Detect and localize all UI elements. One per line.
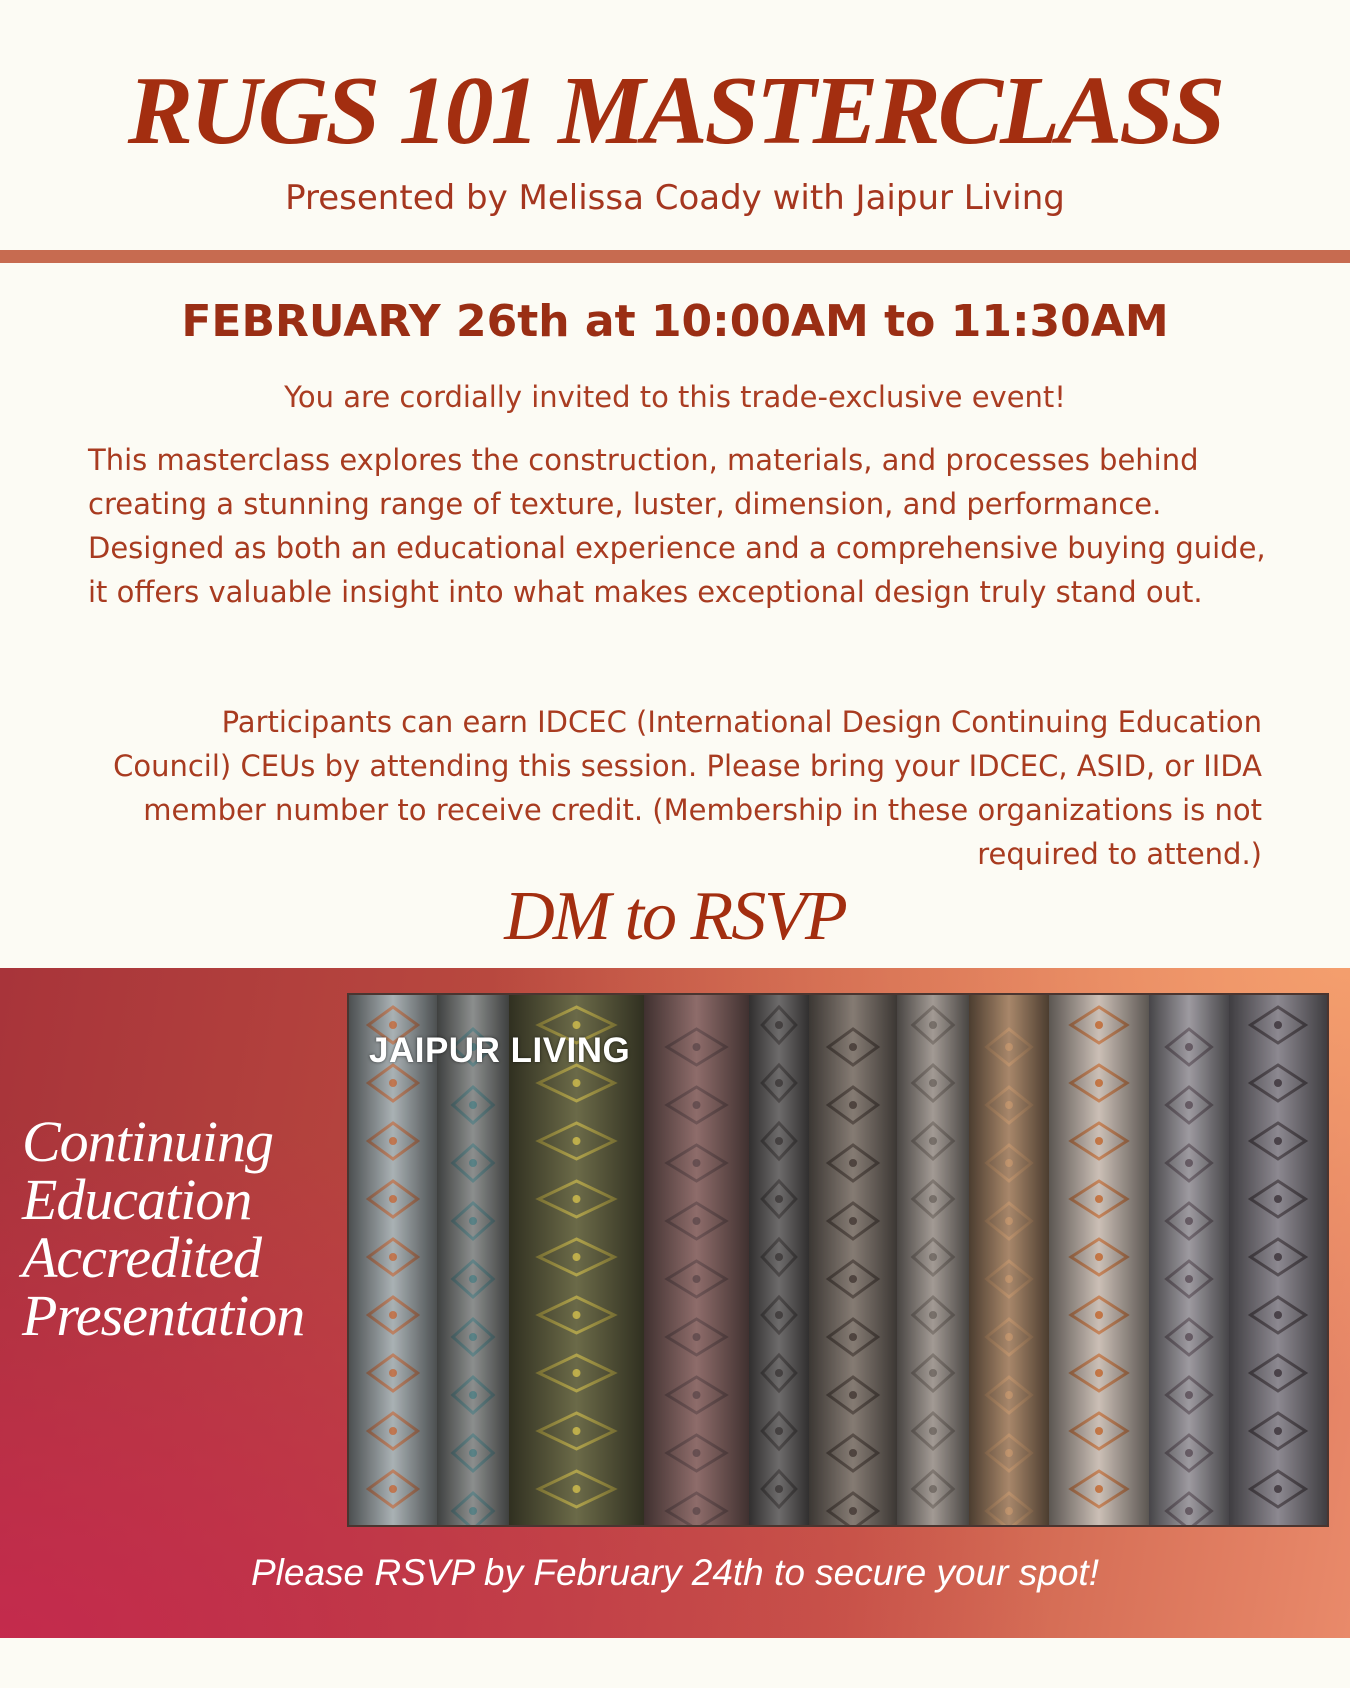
rugs-photo	[347, 993, 1329, 1527]
event-description: This masterclass explores the construction, materials, and processes behind creating a stunning range of texture, luster, dimension, and performance. Designed as both an educational experience and a comprehensive buying guide, it offers valuable insight into what makes exceptional design truly stand out.	[88, 443, 1266, 609]
photo-brand-label: JAIPUR LIVING	[369, 1031, 631, 1070]
event-title: RUGS 101 MASTERCLASS	[127, 57, 1223, 165]
rsvp-deadline: Please RSVP by February 24th to secure your spot!	[250, 1552, 1099, 1593]
ce-line: Continuing	[22, 1109, 274, 1174]
ce-line: Presentation	[22, 1283, 305, 1348]
credit-info: Participants can earn IDCEC (International Design Continuing Education Council) CEUs by attending this session. Please bring your IDCEC, ASID, or IIDA member number to receive credit. (Membership in these organizations is not required to attend.)	[113, 705, 1262, 871]
rolled-rugs-image	[349, 995, 1327, 1525]
invite-line: You are cordially invited to this trade-exclusive event!	[284, 380, 1066, 414]
header-divider	[0, 250, 1350, 263]
presenter-subtitle: Presented by Melissa Coady with Jaipur Living	[285, 178, 1065, 218]
rsvp-cta: DM to RSVP	[504, 878, 846, 955]
ce-line: Education	[22, 1167, 252, 1232]
ce-accreditation-text	[22, 1109, 352, 1348]
ce-line: Accredited	[22, 1225, 262, 1290]
ce-banner	[0, 968, 1350, 1638]
event-date: FEBRUARY 26th at 10:00AM to 11:30AM	[181, 296, 1169, 347]
